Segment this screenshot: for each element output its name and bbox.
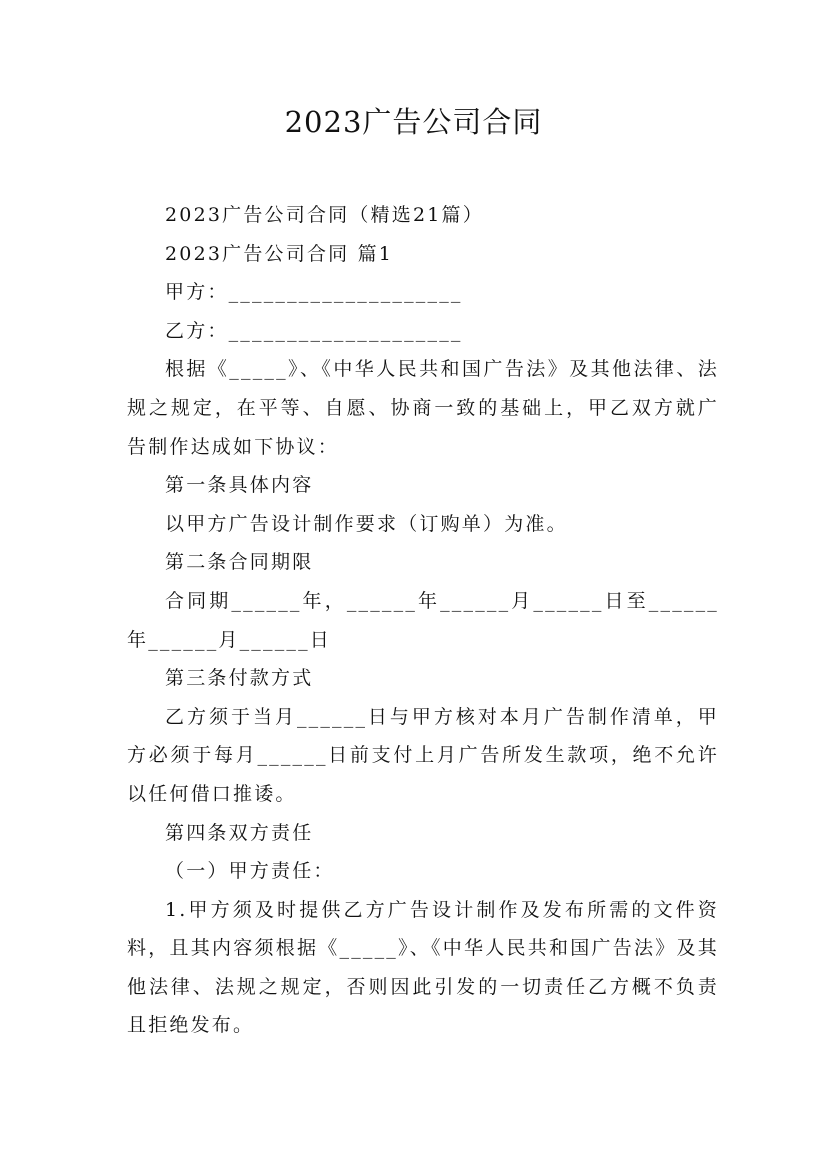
paragraph-article-4-heading: 第四条双方责任 — [165, 821, 314, 844]
paragraph-section-heading: 2023广告公司合同 篇1 — [165, 242, 394, 265]
paragraph-article-3-body: 乙方须于当月______日与甲方核对本月广告制作清单，甲方必须于每月______日前支付上月广告所发生款项，绝不允许以任何借口推诿。 — [127, 705, 719, 805]
paragraph-subtitle: 2023广告公司合同（精选21篇） — [165, 204, 484, 226]
paragraph-party-a-duty-1: 1.甲方须及时提供乙方广告设计制作及发布所需的文件资料，且其内容须根据《_____》、《中华人民共和国广告法》及其他法律、法规之规定，否则因此引发的一切责任乙方概不负责且拒绝发布。 — [127, 898, 719, 1037]
paragraph-article-2-heading: 第二条合同期限 — [165, 551, 314, 574]
paragraph-preamble: 根据《_____》、《中华人民共和国广告法》及其他法律、法规之规定，在平等、自愿、协商一致的基础上，甲乙双方就广告制作达成如下协议： — [127, 358, 719, 458]
paragraph-party-a-duties-heading: （一）甲方责任： — [165, 860, 335, 883]
document-title: 2023广告公司合同 — [284, 105, 543, 139]
paragraph-article-2-body: 合同期______年，______年______月______日至______年______月______日 — [127, 589, 719, 651]
paragraph-article-3-heading: 第三条付款方式 — [165, 667, 314, 690]
paragraph-article-1-body: 以甲方广告设计制作要求（订购单）为准。 — [165, 512, 568, 535]
paragraph-article-1-heading: 第一条具体内容 — [165, 474, 314, 497]
paragraph-party-a: 甲方：____________________ — [165, 281, 463, 304]
paragraph-party-b: 乙方：____________________ — [165, 319, 463, 342]
document-body — [127, 196, 719, 1045]
